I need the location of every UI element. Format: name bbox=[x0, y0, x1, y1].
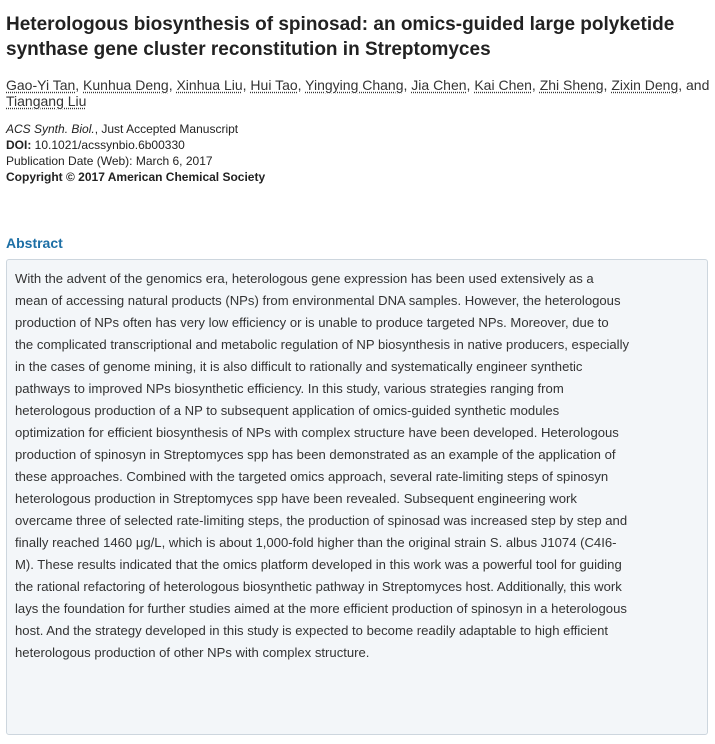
author-separator: , bbox=[168, 77, 177, 93]
doi-line bbox=[6, 137, 506, 153]
article-title: Heterologous biosynthesis of spinosad: an omics-guided large polyketide synthase gene cluster reconstitution in Streptomyces bbox=[6, 14, 675, 60]
author-separator: , bbox=[403, 77, 412, 93]
author-link[interactable]: Kunhua Deng bbox=[83, 77, 169, 93]
author-link[interactable]: Zixin Deng bbox=[611, 77, 679, 93]
author-separator: , bbox=[603, 77, 612, 93]
author-separator: , bbox=[297, 77, 306, 93]
author-link[interactable]: Kai Chen bbox=[474, 77, 532, 93]
abstract-box bbox=[6, 259, 708, 735]
author-link[interactable]: Gao-Yi Tan bbox=[6, 77, 76, 93]
doi-label: DOI: bbox=[6, 138, 32, 152]
author-and: , and bbox=[678, 77, 710, 93]
citation-info bbox=[6, 121, 506, 185]
author-separator: , bbox=[531, 77, 540, 93]
publication-date: Publication Date (Web): March 6, 2017 bbox=[6, 154, 213, 168]
author-link[interactable]: Yingying Chang bbox=[305, 77, 404, 93]
author-separator: , bbox=[242, 77, 251, 93]
author-link[interactable]: Hui Tao bbox=[250, 77, 298, 93]
author-link[interactable]: Jia Chen bbox=[411, 77, 467, 93]
journal-name: ACS Synth. Biol. bbox=[6, 122, 95, 136]
journal-line bbox=[6, 121, 506, 137]
doi-value: 10.1021/acssynbio.6b00330 bbox=[31, 138, 185, 152]
abstract-heading: Abstract bbox=[6, 235, 63, 251]
author-link[interactable]: Tiangang Liu bbox=[6, 93, 87, 109]
author-separator: , bbox=[75, 77, 84, 93]
abstract-text: With the advent of the genomics era, heterologous gene expression has been used extensively as a mean of accessing natural products (NPs) from environmental DNA samples. However, the heterologous production of NPs often has very low efficiency or is unable to produce targeted NPs. Moreover, due to the complicated transcriptional and metabolic regulation of NP biosynthesis in native producers, especially in the cases of genome mining, it is also difficult to rationally and systematically engineer synthetic pathways to improved NPs biosynthetic efficiency. In this study, various strategies ranging from heterologous production of a NP to subsequent application of omics-guided synthetic modules optimization for efficient biosynthesis of NPs with complex structure have been developed. Heterologous production of spinosyn in Streptomyces spp has been demonstrated as an example of the application of these approaches. Combined with the targeted omics approach, several rate-limiting steps of spinosyn heterologous production in Streptomyces spp have been revealed. Subsequent engineering work overcame three of selected rate-limiting steps, the production of spinosad was increased step by step and finally reached 1460 μg/L, which is about 1,000-fold higher than the original strain S. albus J1074 (C4I6-M). These results indicated that the omics platform developed in this work was a powerful tool for guiding the rational refactoring of heterologous biosynthetic pathway in Streptomyces host. Additionally, this work lays the foundation for further studies aimed at the more efficient production of spinosyn in a heterologous host. And the strategy developed in this study is expected to become readily adaptable to high efficient heterologous production of other NPs with complex structure. bbox=[15, 271, 630, 660]
author-list bbox=[6, 77, 711, 109]
author-separator: , bbox=[466, 77, 475, 93]
copyright-notice: Copyright © 2017 American Chemical Society bbox=[6, 170, 266, 184]
journal-status: , Just Accepted Manuscript bbox=[94, 122, 239, 136]
author-link[interactable]: Xinhua Liu bbox=[176, 77, 243, 93]
author-link[interactable]: Zhi Sheng bbox=[539, 77, 604, 93]
